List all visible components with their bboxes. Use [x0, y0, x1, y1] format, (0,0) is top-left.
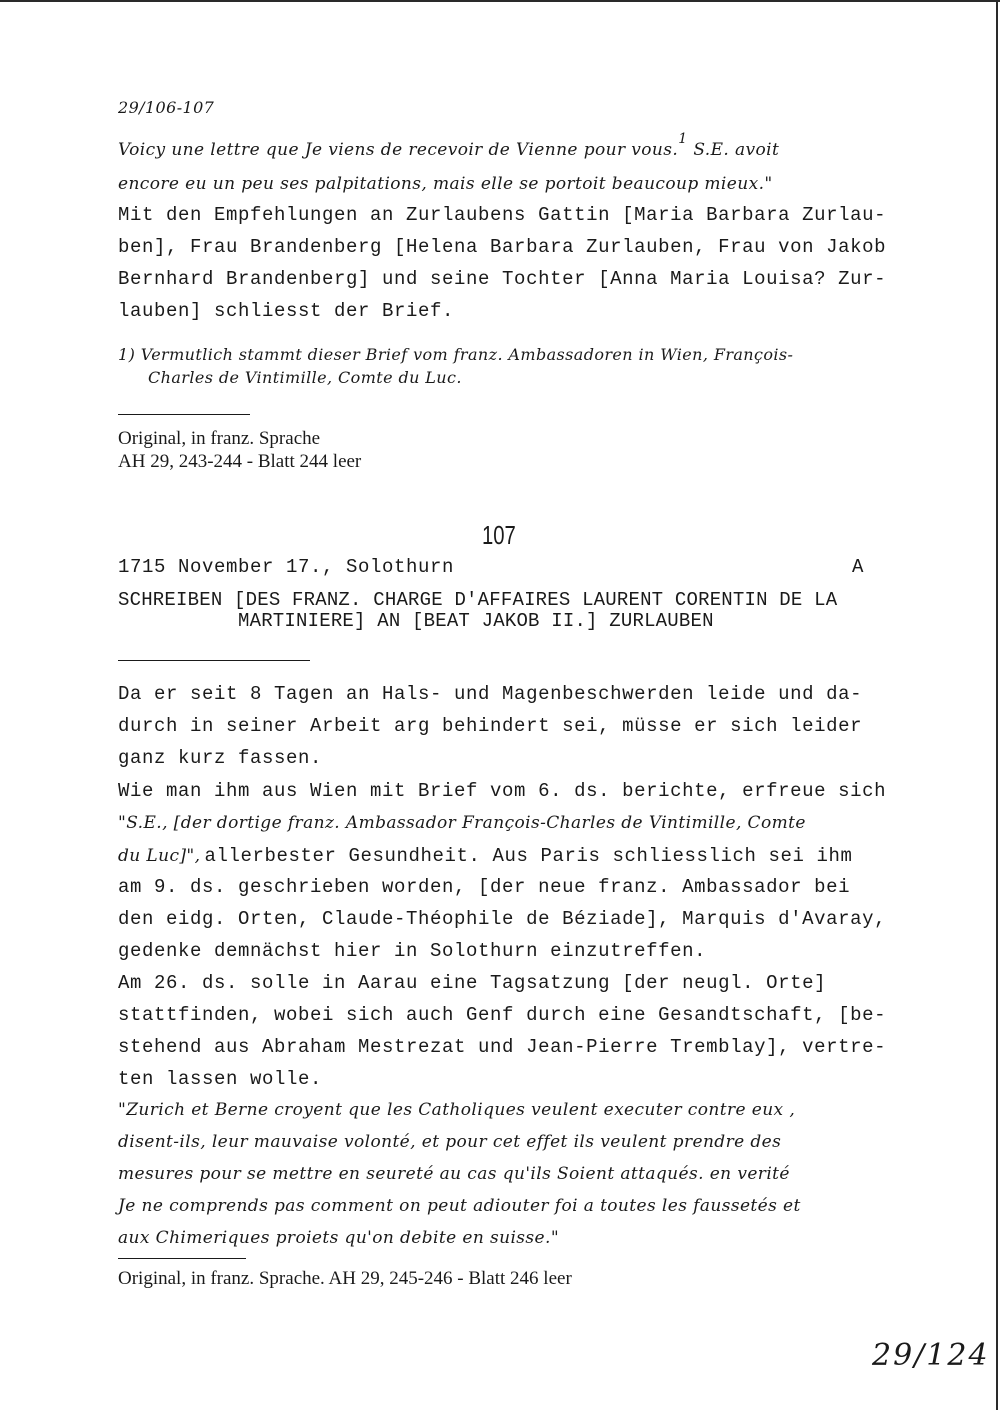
- body-fragment: allerbester Gesundheit. Aus Paris schliesslich sei ihm: [204, 845, 853, 867]
- body-line: [118, 845, 853, 867]
- document-letter: A: [852, 556, 865, 578]
- body-line: Da er seit 8 Tagen an Hals- und Magenbeschwerden leide und da-: [118, 683, 863, 705]
- document-number: 107: [482, 520, 516, 550]
- divider: [118, 1258, 246, 1259]
- body-line: am 9. ds. geschrieben worden, [der neue franz. Ambassador bei: [118, 876, 851, 898]
- body-line-italic: "S.E., [der dortige franz. Ambassador François-Charles de Vintimille, Comte: [118, 813, 806, 833]
- letter-tail-text: S.E. avoit: [693, 140, 780, 160]
- page-edge: [996, 0, 998, 1410]
- body-line: ten lassen wolle.: [118, 1068, 323, 1090]
- source-note: Original, in franz. Sprache. AH 29, 245-246 - Blatt 246 leer: [118, 1268, 572, 1289]
- footnote: Charles de Vintimille, Comte du Luc.: [148, 368, 462, 387]
- divider: [118, 660, 310, 661]
- body-line: gedenke demnächst hier in Solothurn einzutreffen.: [118, 940, 707, 962]
- summary-line: lauben] schliesst der Brief.: [118, 300, 455, 322]
- body-line: stattfinden, wobei sich auch Genf durch eine Gesandtschaft, [be-: [118, 1004, 887, 1026]
- source-note: Original, in franz. Sprache: [118, 428, 321, 449]
- quote-line: "Zurich et Berne croyent que les Catholiques veulent executer contre eux ,: [118, 1100, 796, 1120]
- summary-line: Mit den Empfehlungen an Zurlaubens Gattin [Maria Barbara Zurlau-: [118, 204, 887, 226]
- quote-line: Je ne comprends pas comment on peut adiouter foi a toutes les faussetés et: [118, 1196, 801, 1216]
- body-line: durch in seiner Arbeit arg behindert sei, müsse er sich leider: [118, 715, 863, 737]
- page-reference: 29/106-107: [118, 98, 215, 117]
- divider: [118, 414, 250, 415]
- letter-tail-line: [118, 131, 780, 160]
- letter-tail-line: encore eu un peu ses palpitations, mais elle se portoit beaucoup mieux.": [118, 174, 773, 194]
- body-line: den eidg. Orten, Claude-Théophile de Béziade], Marquis d'Avaray,: [118, 908, 887, 930]
- body-line: Wie man ihm aus Wien mit Brief vom 6. ds. berichte, erfreue sich: [118, 780, 887, 802]
- summary-line: ben], Frau Brandenberg [Helena Barbara Zurlauben, Frau von Jakob: [118, 236, 887, 258]
- letter-tail-text: Voicy une lettre que Je viens de recevoir de Vienne pour vous.: [118, 140, 679, 160]
- handwritten-page-number: 29/124: [872, 1338, 990, 1373]
- summary-line: Bernhard Brandenberg] und seine Tochter [Anna Maria Louisa? Zur-: [118, 268, 887, 290]
- body-line: Am 26. ds. solle in Aarau eine Tagsatzung [der neugl. Orte]: [118, 972, 827, 994]
- body-line: ganz kurz fassen.: [118, 747, 323, 769]
- quote-line: mesures pour se mettre en seureté au cas qu'ils Soient attaqués. en verité: [118, 1164, 790, 1184]
- date-place: 1715 November 17., Solothurn: [118, 556, 455, 578]
- footnote: 1) Vermutlich stammt dieser Brief vom franz. Ambassadoren in Wien, François-: [118, 345, 794, 364]
- body-line: stehend aus Abraham Mestrezat und Jean-Pierre Tremblay], vertre-: [118, 1036, 887, 1058]
- quote-line: disent-ils, leur mauvaise volonté, et pour cet effet ils veulent prendre des: [118, 1132, 782, 1152]
- footnote-marker: 1: [678, 131, 688, 147]
- document-heading: SCHREIBEN [DES FRANZ. CHARGE D'AFFAIRES LAURENT CORENTIN DE LA: [118, 589, 838, 611]
- document-heading: MARTINIERE] AN [BEAT JAKOB II.] ZURLAUBEN: [238, 610, 714, 632]
- source-note: AH 29, 243-244 - Blatt 244 leer: [118, 451, 362, 472]
- quote-line: aux Chimeriques proiets qu'on debite en suisse.": [118, 1228, 560, 1248]
- page-edge: [0, 0, 1000, 2]
- body-italic-fragment: du Luc]",: [118, 846, 201, 866]
